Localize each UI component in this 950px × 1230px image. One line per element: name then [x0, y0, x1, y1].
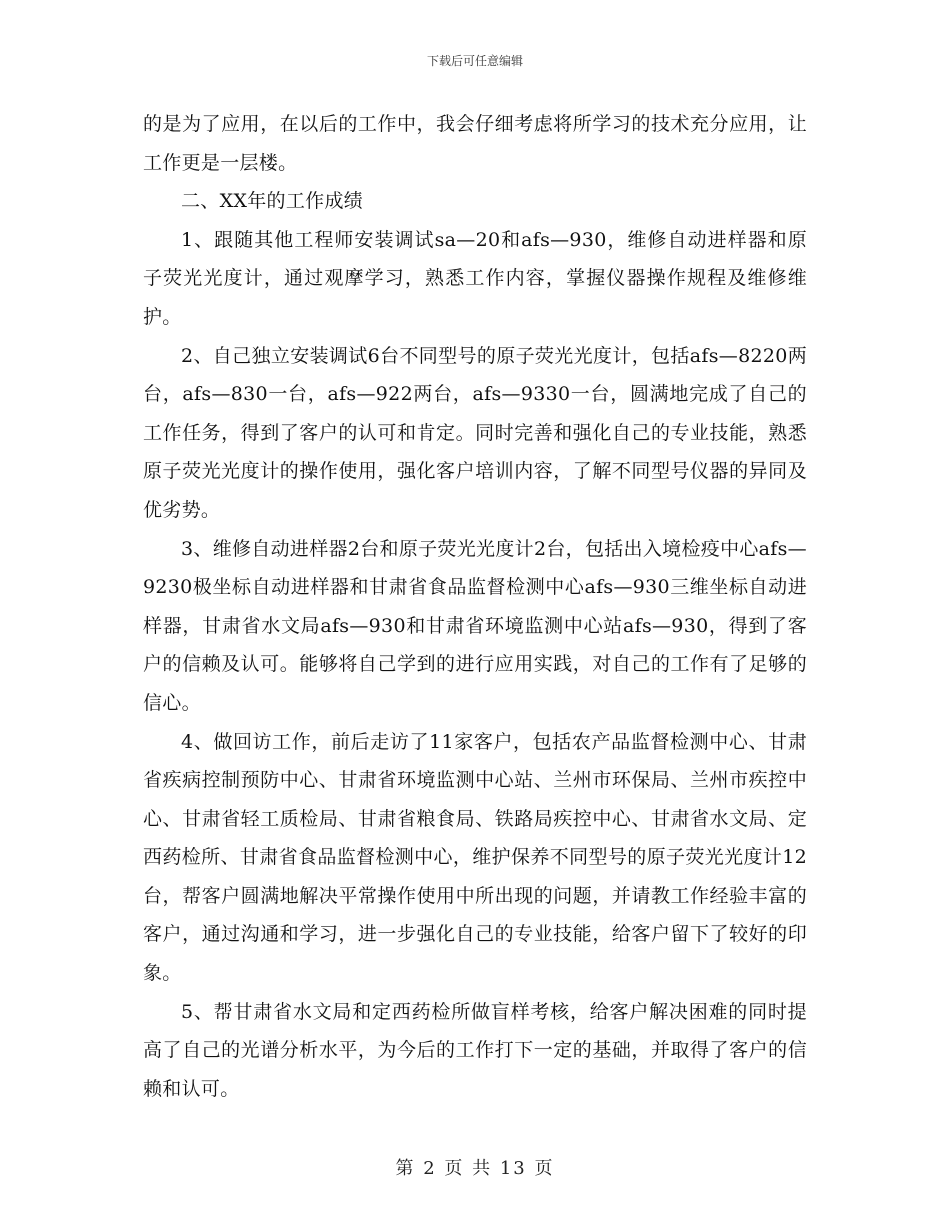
paragraph-item-2: 2、自己独立安装调试6台不同型号的原子荧光光度计，包括afs—8220两台，afs—830一台，afs—922两台，afs—9330一台，圆满地完成了自己的工作任务，得到了客户的认可和肯定。同时完善和强化自己的专业技能，熟悉原子荧光光度计的操作使用，强化客户培训内容，了解不同型号仪器的异同及优劣势。 — [143, 344, 807, 521]
paragraph-item-1: 1、跟随其他工程师安装调试sa—20和afs—930，维修自动进样器和原子荧光光度计，通过观摩学习，熟悉工作内容，掌握仪器操作规程及维修维护。 — [143, 228, 807, 328]
paragraph-item-5: 5、帮甘肃省水文局和定西药检所做盲样考核，给客户解决困难的同时提高了自己的光谱分析水平，为今后的工作打下一定的基础，并取得了客户的信赖和认可。 — [143, 1000, 807, 1100]
page-number-footer: 第 2 页 共 13 页 — [395, 1158, 555, 1179]
paragraph-item-3: 3、维修自动进样器2台和原子荧光光度计2台，包括出入境检疫中心afs—9230极坐标自动进样器和甘肃省食品监督检测中心afs—930三维坐标自动进样器，甘肃省水文局afs—930和甘肃省环境监测中心站afs—930，得到了客户的信赖及认可。能够将自己学到的进行应用实践，对自己的工作有了足够的信心。 — [143, 537, 807, 714]
paragraph-item-4: 4、做回访工作，前后走访了11家客户，包括农产品监督检测中心、甘肃省疾病控制预防中心、甘肃省环境监测中心站、兰州市环保局、兰州市疾控中心、甘肃省轻工质检局、甘肃省粮食局、铁路局疾控中心、甘肃省水文局、定西药检所、甘肃省食品监督检测中心，维护保养不同型号的原子荧光光度计12台，帮客户圆满地解决平常操作使用中所出现的问题，并请教工作经验丰富的客户，通过沟通和学习，进一步强化自己的专业技能，给客户留下了较好的印象。 — [143, 730, 807, 985]
document-body — [143, 105, 807, 1108]
paragraph-continuation: 的是为了应用，在以后的工作中，我会仔细考虑将所学习的技术充分应用，让工作更是一层楼。 — [143, 113, 807, 174]
page-header-note: 下载后可任意编辑 — [426, 54, 523, 68]
section-heading: 二、XX年的工作成绩 — [181, 190, 364, 213]
